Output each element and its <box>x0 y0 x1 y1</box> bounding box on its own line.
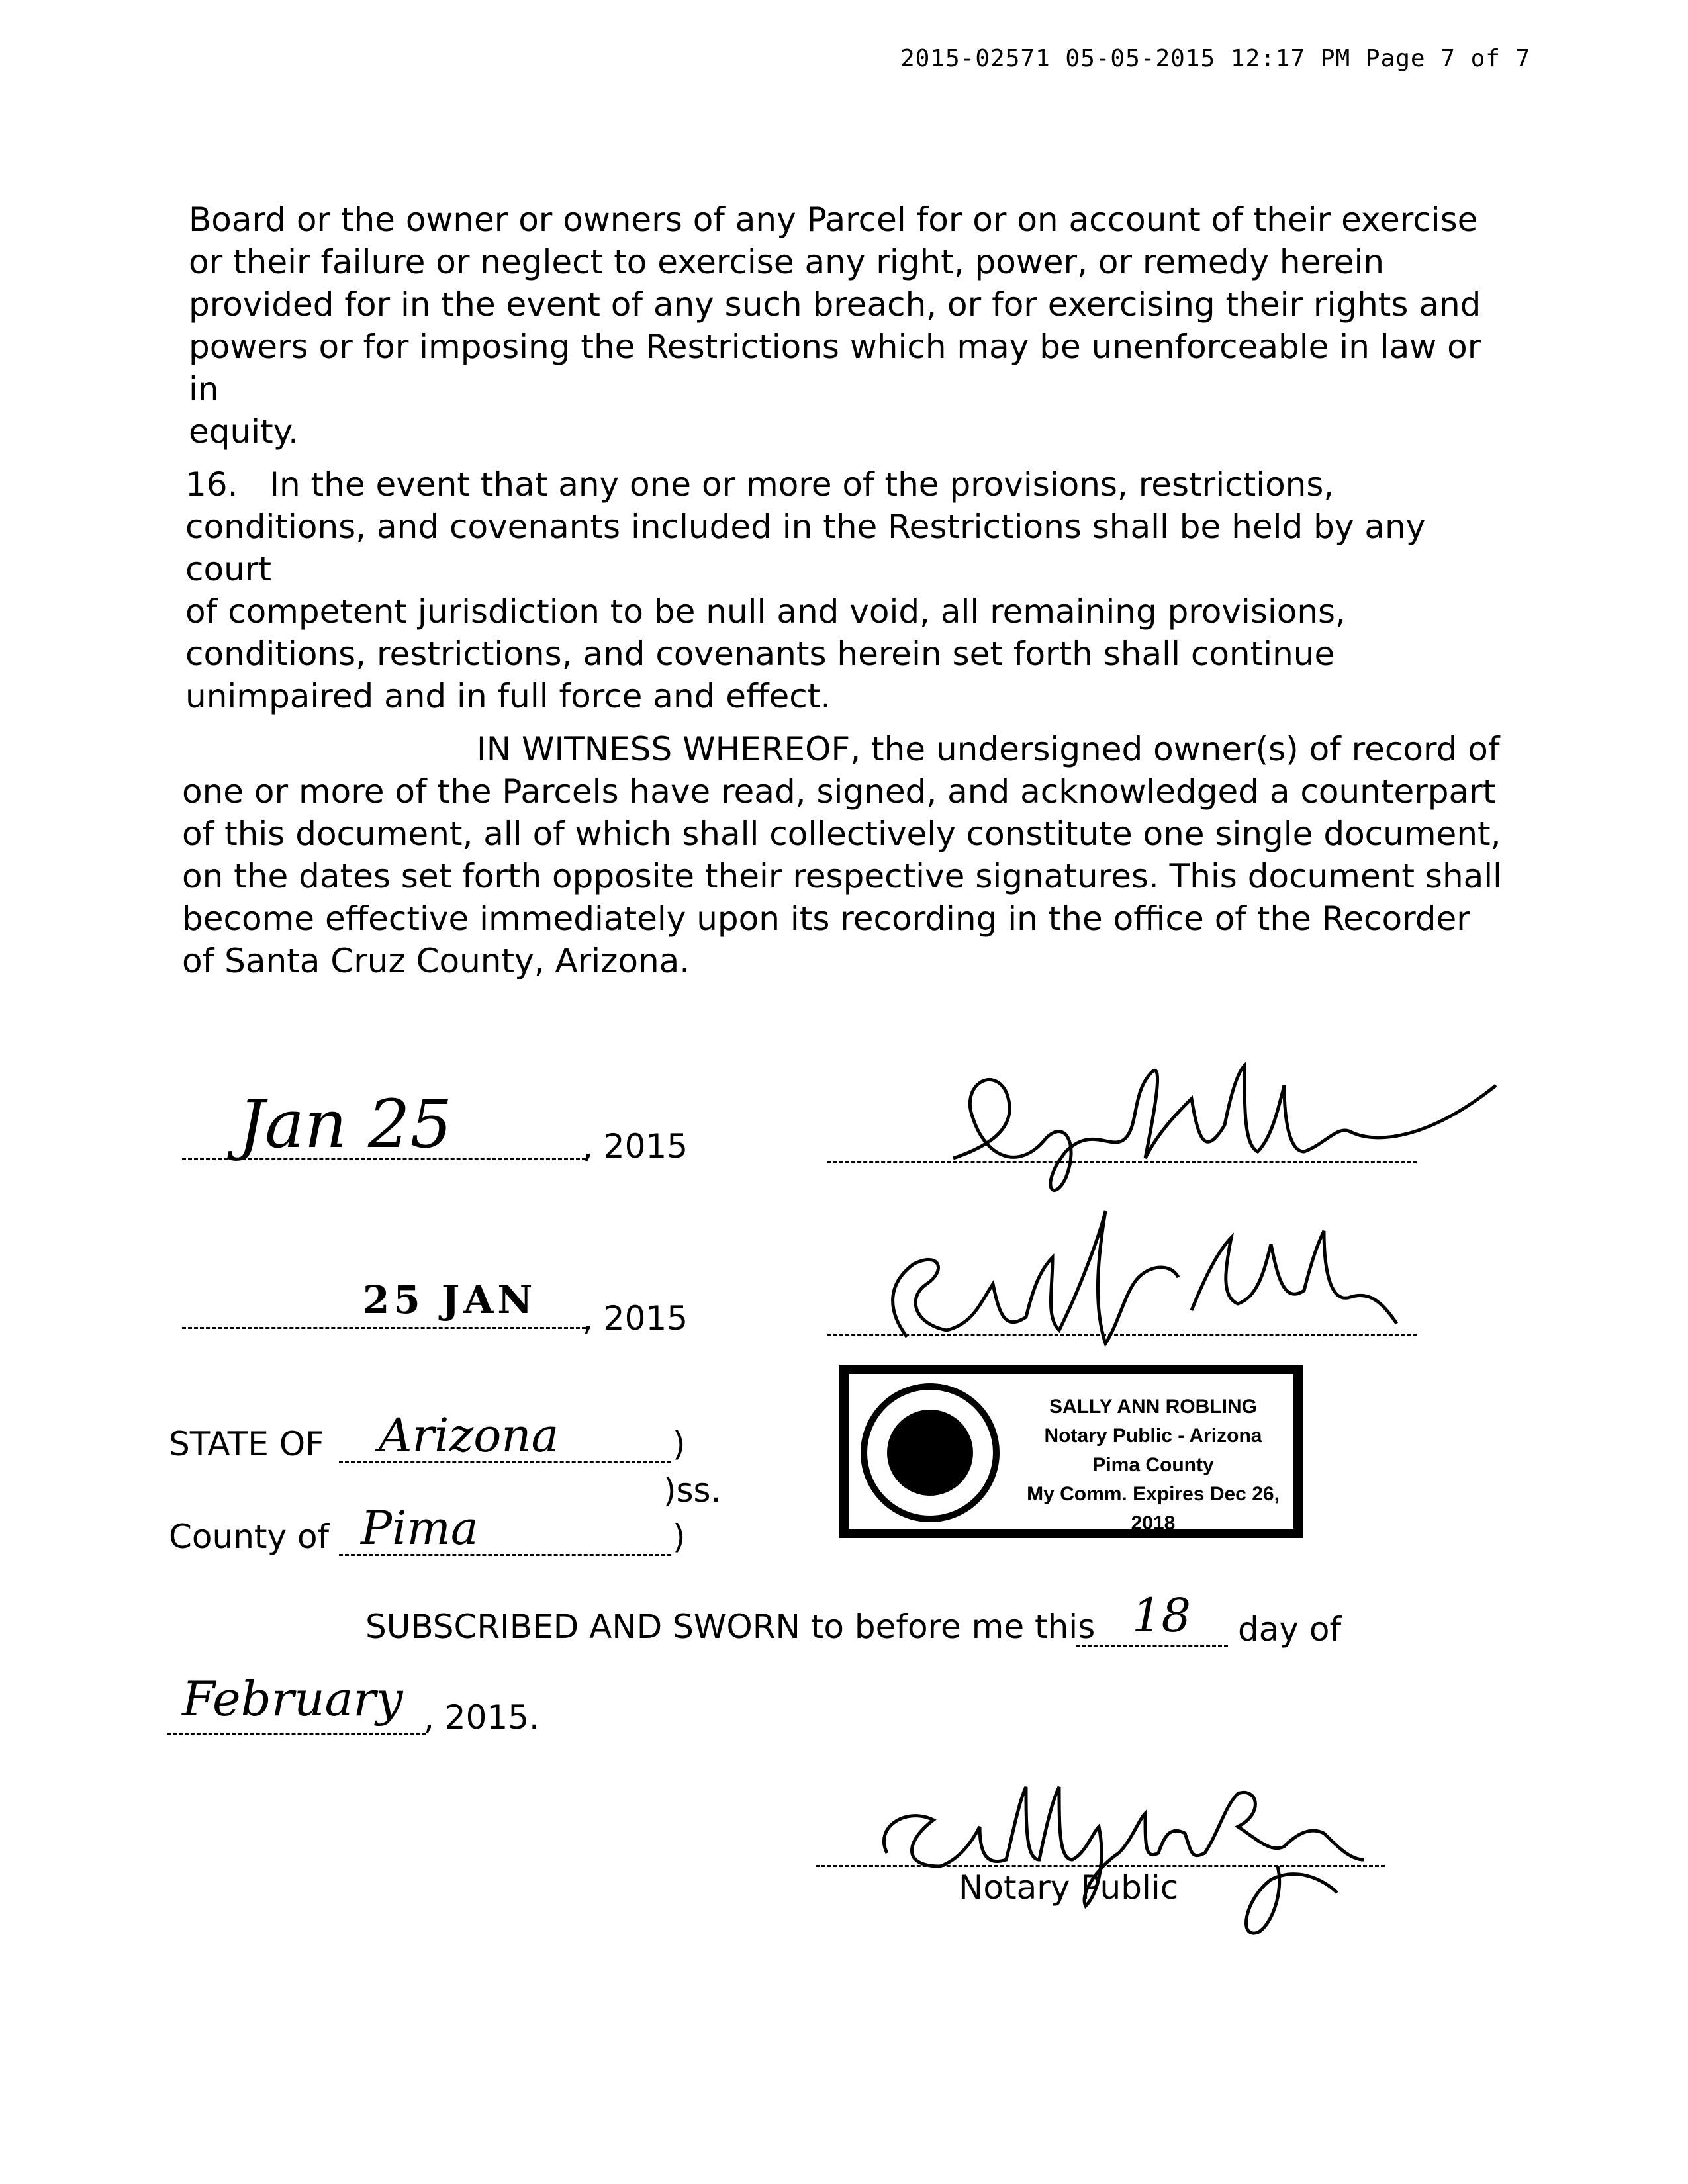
notary-seal-stamp <box>839 1365 1303 1538</box>
notary-seal-county: Pima County <box>1092 1454 1214 1476</box>
ss-label: )ss. <box>663 1471 722 1510</box>
date-1-year: , 2015 <box>583 1127 688 1165</box>
notary-public-label: Notary Public <box>959 1868 1179 1907</box>
date-2-handwritten: 25 JAN <box>363 1277 537 1322</box>
year-text: , 2015. <box>424 1698 539 1737</box>
day-of-label: day of <box>1238 1610 1342 1649</box>
notary-seal-text <box>1008 1392 1299 1538</box>
witness-rest: one or more of the Parcels have read, signed, and acknowledged a counterpart of this document, all of which shall collectively constitute one single document, on the dates set forth opposite their respective signatures. This document shall become effective immediately upon its recording in the office of the Recorder of Santa Cruz County, Arizona. <box>182 772 1503 980</box>
date-2-line <box>182 1327 586 1329</box>
notary-seal-title: Notary Public - Arizona <box>1044 1425 1262 1447</box>
notary-seal-expiry: My Comm. Expires Dec 26, 2018 <box>1027 1483 1280 1534</box>
signature-2 <box>861 1191 1403 1363</box>
county-of-label: County of <box>169 1518 330 1556</box>
state-of-label: STATE OF <box>169 1425 324 1463</box>
state-close-paren: ) <box>673 1425 686 1463</box>
subscribed-text: SUBSCRIBED AND SWORN to before me this <box>365 1608 1096 1646</box>
county-value-handwritten: Pima <box>361 1501 479 1555</box>
notary-seal-emblem-icon <box>861 1383 1000 1522</box>
notary-signature <box>847 1760 1390 1959</box>
date-2-year: , 2015 <box>583 1299 688 1338</box>
date-1-handwritten: Jan 25 <box>238 1085 453 1163</box>
notary-seal-name: SALLY ANN ROBLING <box>1049 1396 1257 1418</box>
day-line <box>1076 1645 1228 1647</box>
signature-1 <box>914 1046 1523 1211</box>
paragraph-16-severability: 16. In the event that any one or more of the provisions, restrictions, conditions, and covenants included in the Restrictions shall be held by any court of competent jurisdiction to be null and void, all remaining provisions, conditions, restrictions, and covenants herein set forth shall continue unimpaired and in full force and effect. <box>185 465 1426 715</box>
paragraph-board-owners: Board or the owner or owners of any Parcel for or on account of their exercise or their failure or neglect to exercise any right, power, or remedy herein provided for in the event of any such breach, or for exercising their rights and powers or for imposing the Restrictions which may be unenforceable in law or in equity. <box>189 201 1481 451</box>
witness-first-line: IN WITNESS WHEREOF, the undersigned owner(s) of record of <box>477 730 1500 768</box>
day-value-handwritten: 18 <box>1132 1588 1192 1643</box>
paragraph-in-witness-whereof <box>182 728 1506 982</box>
recording-stamp: 2015-02571 05-05-2015 12:17 PM Page 7 of 7 <box>900 45 1531 72</box>
state-value-handwritten: Arizona <box>379 1408 559 1463</box>
county-close-paren: ) <box>673 1518 686 1556</box>
month-line <box>167 1733 426 1735</box>
month-value-handwritten: February <box>182 1671 403 1727</box>
